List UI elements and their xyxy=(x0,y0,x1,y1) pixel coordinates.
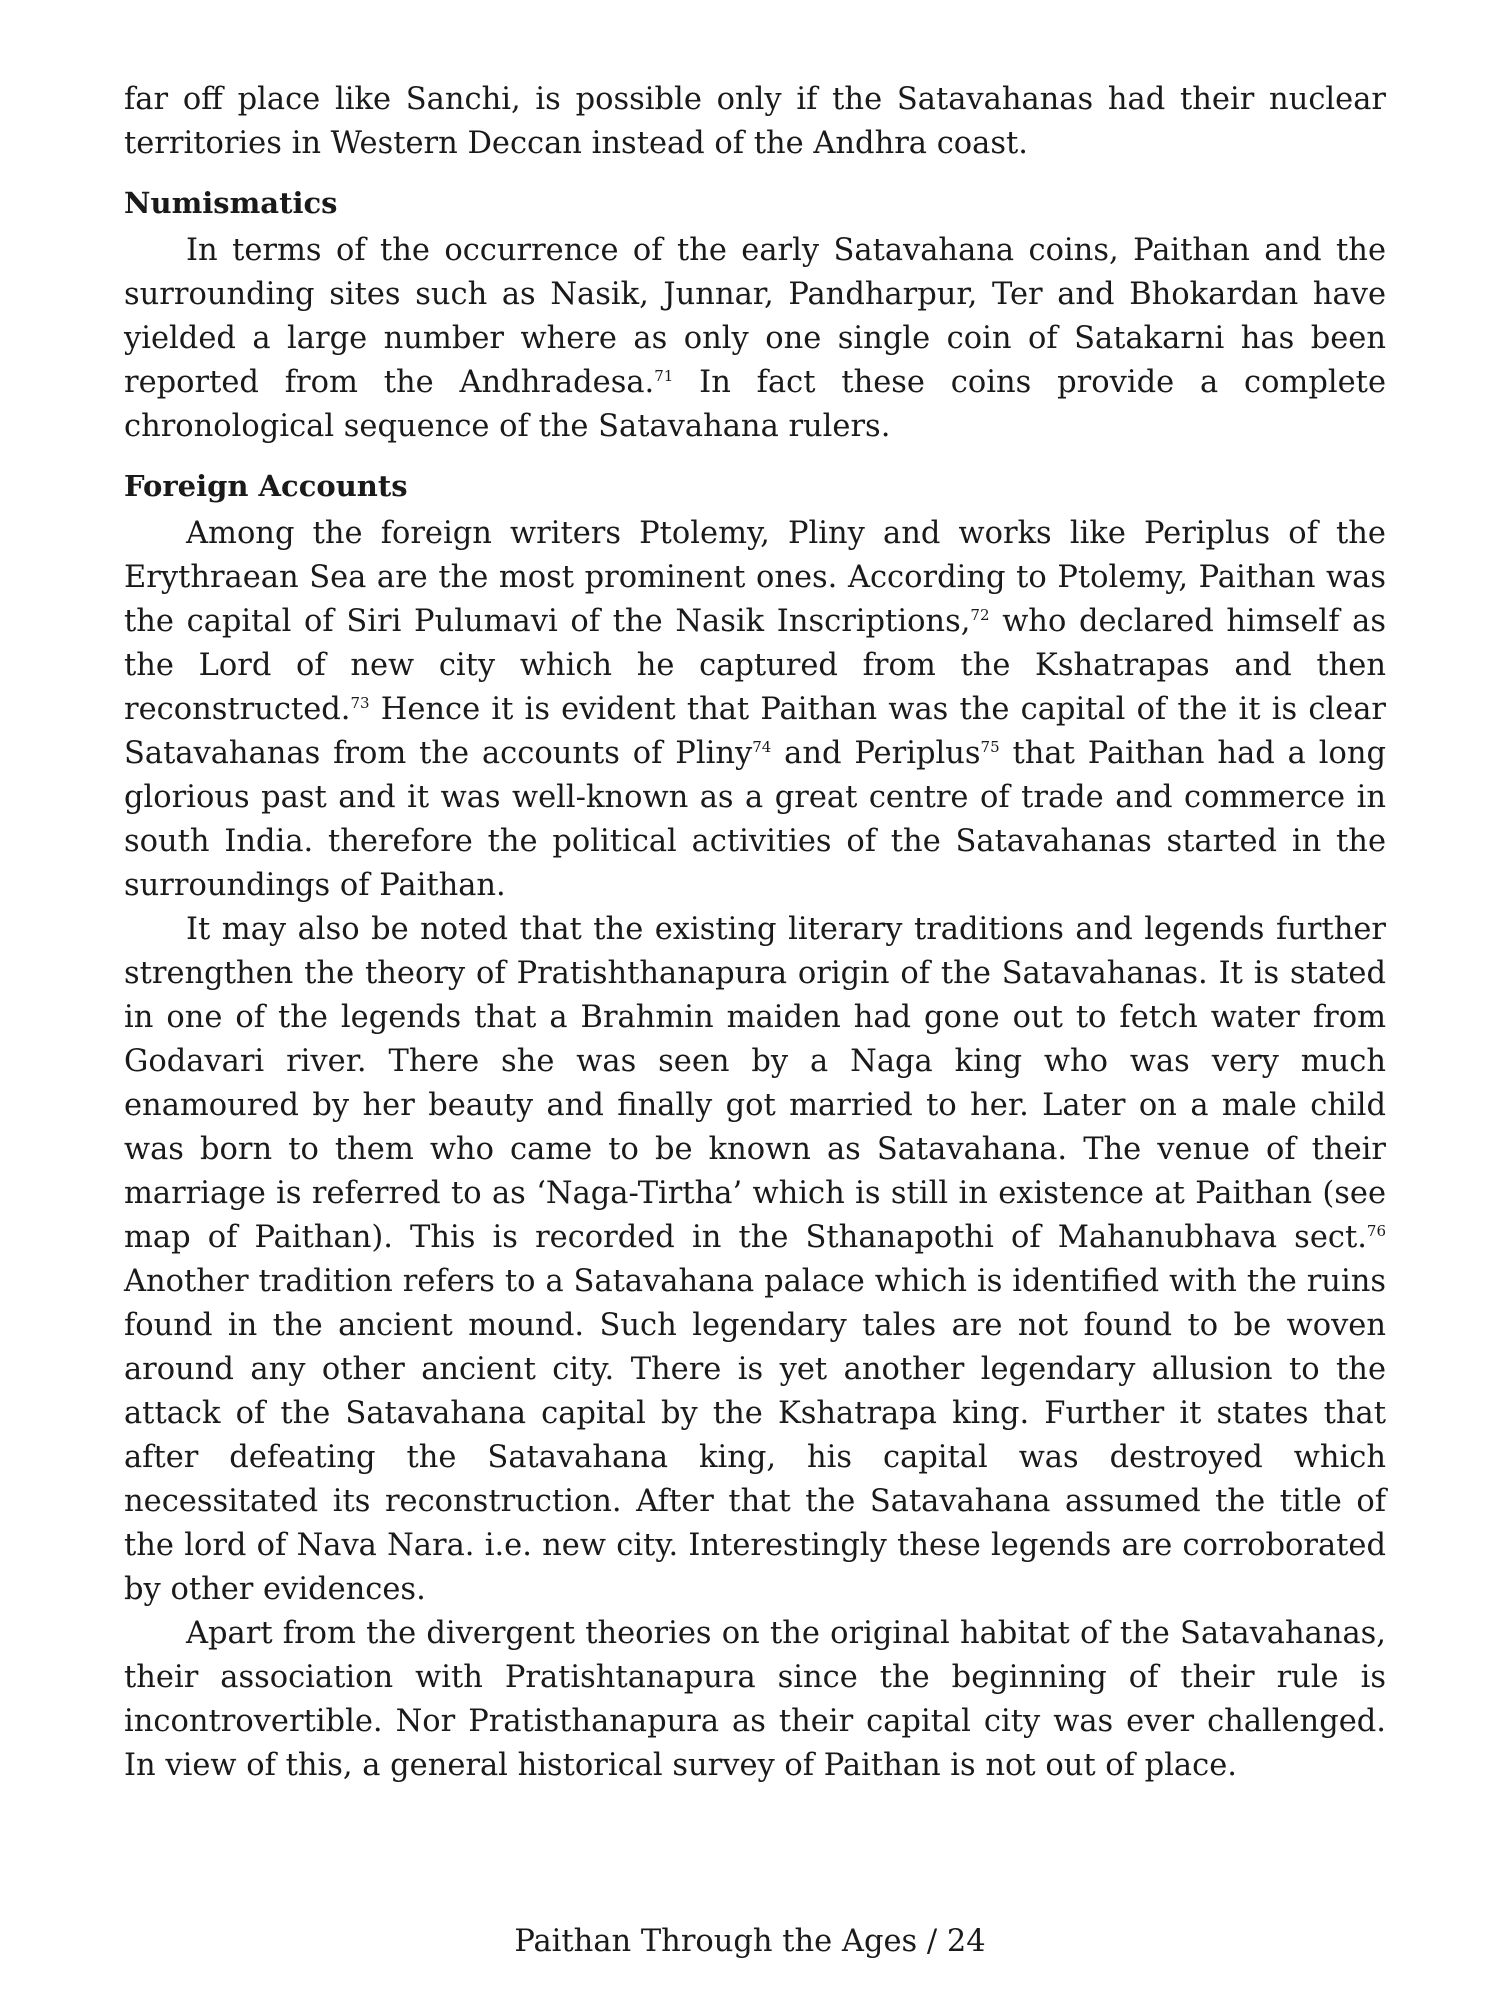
footnote-ref-72: 72 xyxy=(970,605,990,624)
foreign-p1-text-b: who declared himself as the Lord of new city which he captured from the Kshatrapas and then reconstructed. xyxy=(124,604,1386,727)
foreign-paragraph-3: Apart from the divergent theories on the original habitat of the Satavahanas, their association with Pratishtanapura since the beginning of their rule is incontrovertible. Nor Pratisthanapura as their capital city was ever challenged. In view of this, a general historical survey of Paithan is not out of place. xyxy=(124,1616,1386,1783)
footnote-ref-71: 71 xyxy=(654,366,674,385)
footnote-ref-75: 75 xyxy=(980,737,1000,756)
foreign-p1-text-c: Hence it is evident that Paithan was the capital of the it is clear Satavahanas from the accounts of Pliny xyxy=(124,692,1386,771)
heading-numismatics: Numismatics xyxy=(124,186,338,220)
page-body xyxy=(124,78,1386,1998)
foreign-p1-text-e: that Paithan had a long glorious past and it was well-known as a great centre of trade and commerce in south India. therefore the political activities of the Satavahanas started in the surroundings of Paithan. xyxy=(124,736,1387,903)
footnote-ref-76: 76 xyxy=(1366,1221,1386,1240)
foreign-p1-text-d: and Periplus xyxy=(771,736,981,771)
heading-foreign-accounts: Foreign Accounts xyxy=(124,469,408,503)
foreign-p2-text-b: Another tradition refers to a Satavahana palace which is identified with the ruins found in the ancient mound. Such legendary tales are not found to be woven around any other ancient city. There is yet another legendary allusion to the attack of the Satavahana capital by the Kshatrapa king. Further it states that after defeating the Satavahana king, his capital was destroyed which necessitated its reconstruction. After that the Satavahana assumed the title of the lord of Nava Nara. i.e. new city. Interestingly these legends are corroborated by other evidences. xyxy=(124,1264,1386,1607)
numismatics-paragraph xyxy=(124,229,1386,449)
footnote-ref-74: 74 xyxy=(752,737,772,756)
numismatics-text-b: In fact these coins provide a complete chronological sequence of the Satavahana rulers. xyxy=(124,365,1386,444)
page-footer: Paithan Through the Ages / 24 xyxy=(514,1924,986,1959)
footnote-ref-73: 73 xyxy=(350,693,370,712)
numismatics-text-a: In terms of the occurrence of the early Satavahana coins, Paithan and the surrounding sites such as Nasik, Junnar, Pandharpur, Ter and Bhokardan have yielded a large number where as only one single coin of Satakarni has been reported from the Andhradesa. xyxy=(124,233,1386,400)
intro-paragraph: far off place like Sanchi, is possible only if the Satavahanas had their nuclear territories in Western Deccan instead of the Andhra coast. xyxy=(124,82,1386,161)
foreign-p2-text-a: It may also be noted that the existing literary traditions and legends further strengthen the theory of Pratishthanapura origin of the Satavahanas. It is stated in one of the legends that a Brahmin maiden had gone out to fetch water from Godavari river. There she was seen by a Naga king who was very much enamoured by her beauty and finally got married to her. Later on a male child was born to them who came to be known as Satavahana. The venue of their marriage is referred to as ‘Naga-Tirtha’ which is still in existence at Paithan (see map of Paithan). This is recorded in the Sthanapothi of Mahanubhava sect. xyxy=(124,912,1386,1255)
foreign-paragraph-2 xyxy=(124,908,1386,1612)
foreign-paragraph-1 xyxy=(124,512,1386,908)
foreign-p1-text-a: Among the foreign writers Ptolemy, Pliny and works like Periplus of the Erythraean Sea are the most prominent ones. According to Ptolemy, Paithan was the capital of Siri Pulumavi of the Nasik Inscriptions, xyxy=(124,516,1386,639)
